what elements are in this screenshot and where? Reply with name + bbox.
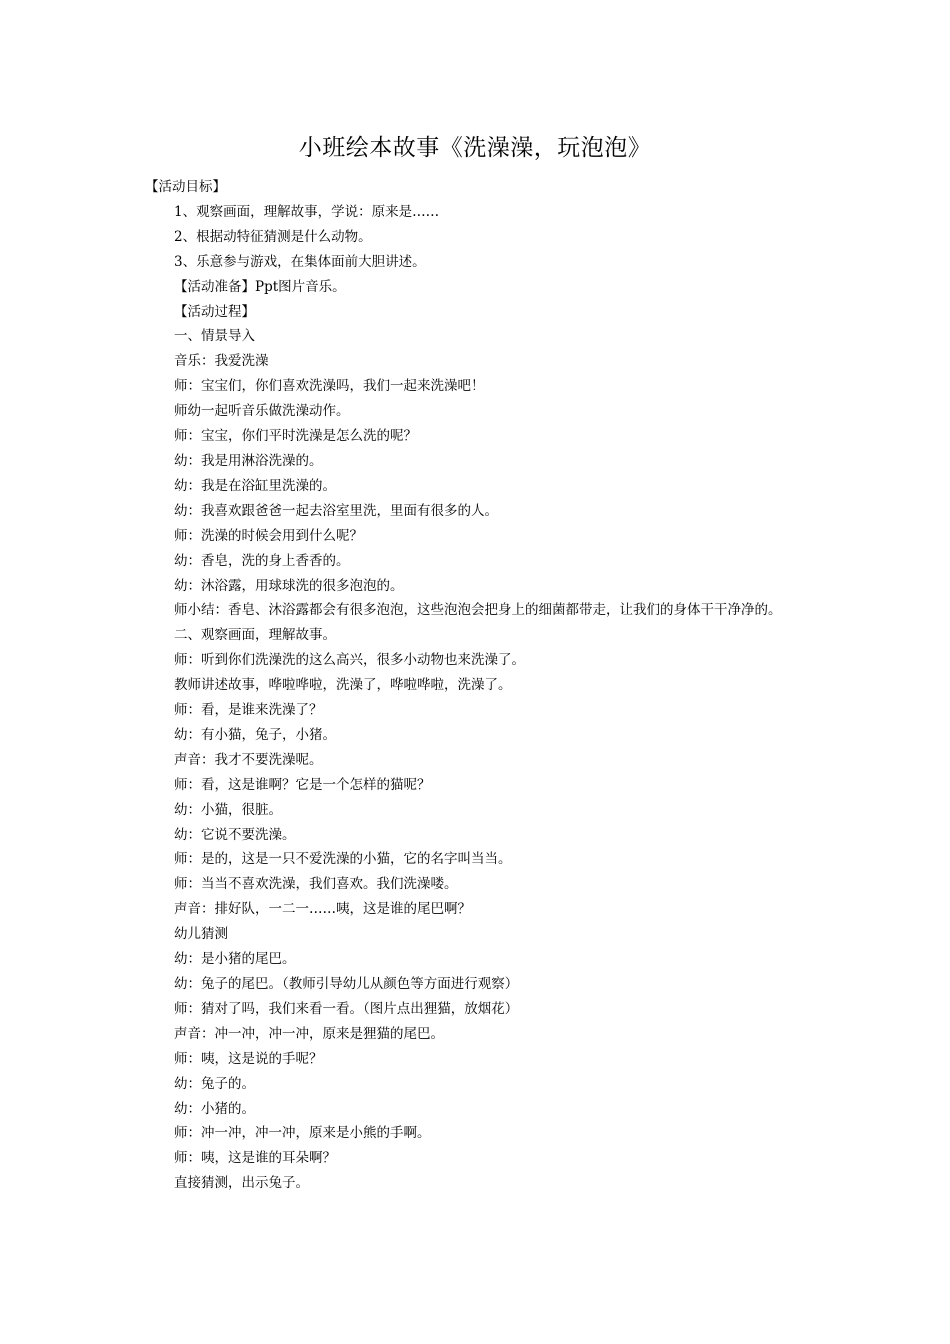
paragraph-line: 师：是的，这是一只不爱洗澡的小猫，它的名字叫当当。 [174, 851, 512, 868]
paragraph-line: 【活动过程】 [174, 303, 255, 320]
paragraph-line: 【活动准备】Ppt图片音乐。 [174, 278, 346, 295]
paragraph-line: 师：猜对了吗，我们来看一看。（图片点出狸猫，放烟花） [174, 1000, 519, 1017]
paragraph-line: 师：听到你们洗澡洗的这么高兴，很多小动物也来洗澡了。 [174, 652, 525, 669]
paragraph-line: 幼：兔子的尾巴。（教师引导幼儿从颜色等方面进行观察） [174, 976, 519, 992]
paragraph-line: 师：宝宝，你们平时洗澡是怎么洗的呢？ [174, 428, 417, 445]
paragraph-line: 师：咦，这是谁的耳朵啊？ [174, 1150, 336, 1167]
paragraph-line: 教师讲述故事，哗啦哗啦，洗澡了，哗啦哗啦，洗澡了。 [174, 677, 512, 694]
paragraph-line: 师小结：香皂、沐浴露都会有很多泡泡，这些泡泡会把身上的细菌都带走，让我们的身体干干净净的。 [174, 602, 782, 619]
paragraph-line: 幼：是小猪的尾巴。 [174, 951, 296, 968]
paragraph-line: 声音：冲一冲，冲一冲，原来是狸猫的尾巴。 [174, 1025, 444, 1042]
paragraph-line: 二、观察画面，理解故事。 [174, 627, 336, 644]
paragraph-line: 3、乐意参与游戏，在集体面前大胆讲述。 [174, 253, 426, 270]
paragraph-line: 声音：排好队，一二一……咦，这是谁的尾巴啊？ [174, 901, 471, 918]
paragraph-line: 【活动目标】 [145, 179, 226, 195]
paragraph-line: 师：看，是谁来洗澡了？ [174, 702, 323, 719]
paragraph-line: 师：看，这是谁啊？它是一个怎样的猫呢？ [174, 776, 431, 793]
paragraph-line: 幼：小猪的。 [174, 1100, 255, 1117]
paragraph-line: 一、情景导入 [174, 328, 255, 345]
paragraph-line: 幼儿猜测 [174, 926, 228, 943]
document-title: 小班绘本故事《洗澡澡，玩泡泡》 [298, 135, 652, 161]
paragraph-line: 1、观察画面，理解故事，学说：原来是…… [174, 203, 440, 220]
paragraph-line: 幼：香皂，洗的身上香香的。 [174, 552, 350, 569]
paragraph-line: 师：宝宝们，你们喜欢洗澡吗，我们一起来洗澡吧！ [174, 378, 485, 395]
paragraph-line: 声音：我才不要洗澡呢。 [174, 751, 323, 768]
paragraph-line: 幼：我是用淋浴洗澡的。 [174, 452, 323, 469]
paragraph-line: 师幼一起听音乐做洗澡动作。 [174, 403, 350, 420]
paragraph-line: 直接猜测，出示兔子。 [174, 1175, 309, 1192]
paragraph-line: 幼：小猫，很脏。 [174, 801, 282, 818]
paragraph-line: 幼：它说不要洗澡。 [174, 826, 296, 843]
paragraph-line: 师：冲一冲，冲一冲，原来是小熊的手啊。 [174, 1125, 431, 1142]
paragraph-line: 幼：我是在浴缸里洗澡的。 [174, 477, 336, 494]
paragraph-line: 幼：沐浴露，用球球洗的很多泡泡的。 [174, 577, 404, 594]
paragraph-line: 音乐：我爱洗澡 [174, 353, 269, 370]
paragraph-line: 师：当当不喜欢洗澡，我们喜欢。我们洗澡喽。 [174, 876, 458, 893]
paragraph-line: 师：咦，这是说的手呢？ [174, 1050, 323, 1067]
paragraph-line: 师：洗澡的时候会用到什么呢？ [174, 527, 363, 544]
paragraph-line: 幼：兔子的。 [174, 1075, 255, 1092]
paragraph-line: 幼：我喜欢跟爸爸一起去浴室里洗，里面有很多的人。 [174, 502, 498, 519]
paragraph-line: 2、根据动特征猜测是什么动物。 [174, 228, 372, 245]
paragraph-line: 幼：有小猫，兔子，小猪。 [174, 726, 336, 743]
document-body [145, 175, 810, 1196]
